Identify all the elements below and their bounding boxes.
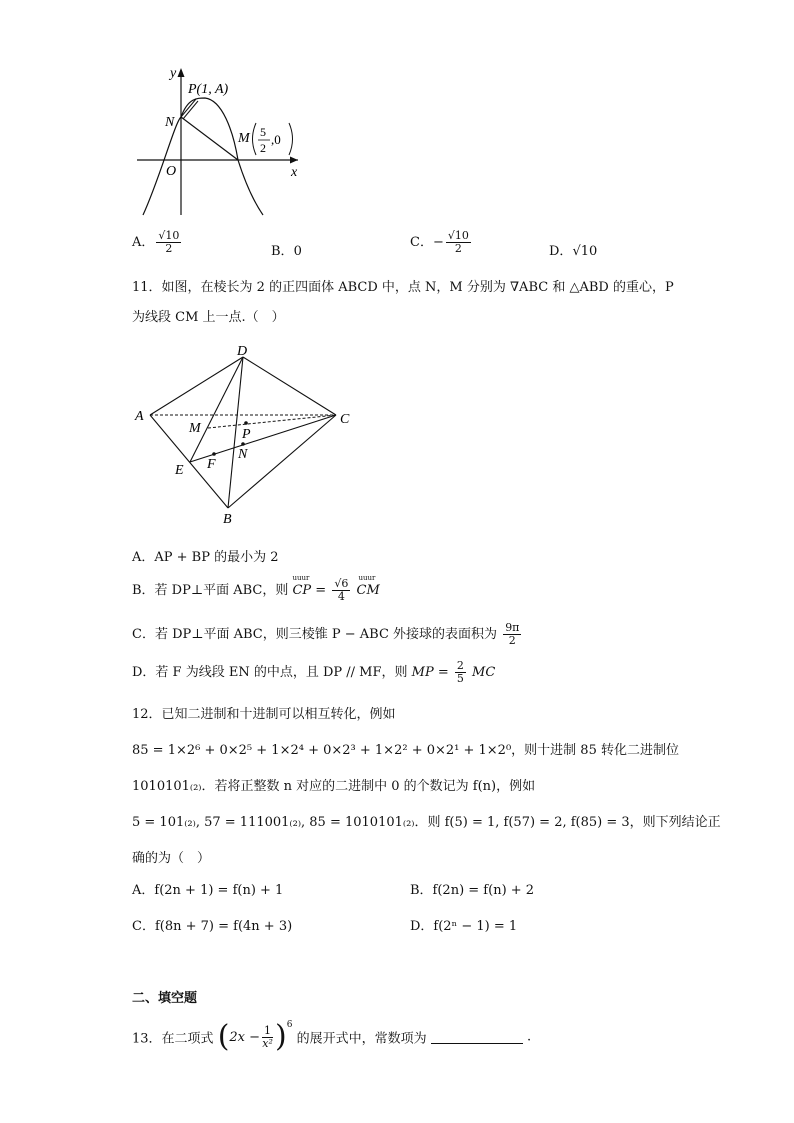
point-n <box>241 442 245 446</box>
sine-graph-figure <box>130 62 310 220</box>
p-label: P(1, A) <box>188 82 229 97</box>
q13-answer-blank[interactable] <box>431 1031 523 1044</box>
q11-stem-line1: 11．如图，在棱长为 2 的正四面体 ABCD 中，点 N，M 分别为 ∇ABC 和 △ABD 的重心，P <box>132 280 674 295</box>
q11-option-a[interactable]: A．AP + BP 的最小为 2 <box>132 550 279 565</box>
segment-de <box>190 357 243 462</box>
segment-np <box>181 99 196 117</box>
origin-label: O <box>166 164 177 179</box>
label-c: C <box>340 412 350 427</box>
q12-stem-line5: 确的为（ ） <box>132 851 211 866</box>
point-p <box>244 421 248 425</box>
q12-stem-line1: 12．已知二进制和十进制可以相互转化，例如 <box>132 707 396 722</box>
point-f <box>212 452 216 456</box>
q12-option-b[interactable]: B．f(2n) = f(n) + 2 <box>410 883 535 898</box>
x-label: x <box>291 165 298 180</box>
q11-stem-line2: 为线段 CM 上一点.（ ） <box>132 310 285 325</box>
x-axis-arrow <box>290 157 298 164</box>
q11-option-d[interactable]: D．若 F 为线段 EN 的中点，且 DP // MF，则 MP = $\frac{2}{5}$ MC <box>132 659 496 685</box>
edge-ad <box>150 357 243 415</box>
m-den: 2 <box>260 141 266 155</box>
label-e: E <box>175 463 184 478</box>
section-title-fill-in: 二、填空题 <box>132 991 198 1006</box>
label-b: B <box>223 512 232 527</box>
q10-option-b[interactable]: B．0 <box>271 244 302 259</box>
segment-pn-2 <box>183 101 198 119</box>
y-label: y <box>170 66 177 81</box>
q12-option-a[interactable]: A．f(2n + 1) = f(n) + 1 <box>132 883 284 898</box>
q11-option-c[interactable]: C．若 DP⊥平面 ABC，则三棱锥 P − ABC 外接球的表面积为 $\frac{9\pi}{2}$ <box>132 621 520 647</box>
label-a: A <box>135 409 144 424</box>
q11-option-b[interactable]: B．若 DP⊥平面 ABC，则 uuur CP = $\frac{√6}{4}$ uuur CM <box>132 574 380 603</box>
edge-dc <box>243 357 336 415</box>
q13-stem: 13．在二项式 ( 2x − $\frac{1}{\text{x²}}$ ) 6 的展开式中，常数项为 . <box>132 1019 532 1054</box>
binomial-expression: ( 2x − $\frac{1}{\text{x²}}$ ) 6 <box>217 1019 293 1054</box>
segment-nm <box>181 117 238 160</box>
edge-db <box>228 357 243 508</box>
q12-option-c[interactable]: C．f(8n + 7) = f(4n + 3) <box>132 919 293 934</box>
label-f: F <box>207 457 216 472</box>
q12-stem-line2: 85 = 1×2⁶ + 0×2⁵ + 1×2⁴ + 0×2³ + 1×2² + 0×2¹ + 1×2⁰，则十进制 85 转化二进制位 <box>132 743 679 758</box>
label-p: P <box>242 427 251 442</box>
m-zero: ,0 <box>271 132 281 147</box>
q10-option-d[interactable]: D．√10 <box>549 244 598 259</box>
label-m: M <box>189 421 201 436</box>
q10-option-a[interactable]: A． $\frac{√10}{2}$ <box>132 229 180 255</box>
label-d: D <box>237 344 248 359</box>
m-label: M <box>238 131 250 146</box>
y-axis-arrow <box>178 68 185 77</box>
q12-option-d[interactable]: D．f(2ⁿ − 1) = 1 <box>410 919 518 934</box>
sine-curve <box>143 98 263 215</box>
tetrahedron-figure <box>130 340 360 530</box>
q10-option-c[interactable]: C．− $\frac{√10}{2}$ <box>410 229 469 255</box>
q12-stem-line4: 5 = 101₍₂₎, 57 = 111001₍₂₎, 85 = 1010101₍₂₎．则 f(5) = 1, f(57) = 2, f(85) = 3，则下列结论正 <box>132 815 721 830</box>
m-paren-right <box>289 123 293 155</box>
q12-stem-line3: 1010101₍₂₎．若将正整数 n 对应的二进制中 0 的个数记为 f(n)，例如 <box>132 779 536 794</box>
m-paren-left <box>253 123 257 155</box>
n-label: N <box>165 115 175 130</box>
label-n: N <box>238 447 248 462</box>
m-num: 5 <box>260 125 266 139</box>
